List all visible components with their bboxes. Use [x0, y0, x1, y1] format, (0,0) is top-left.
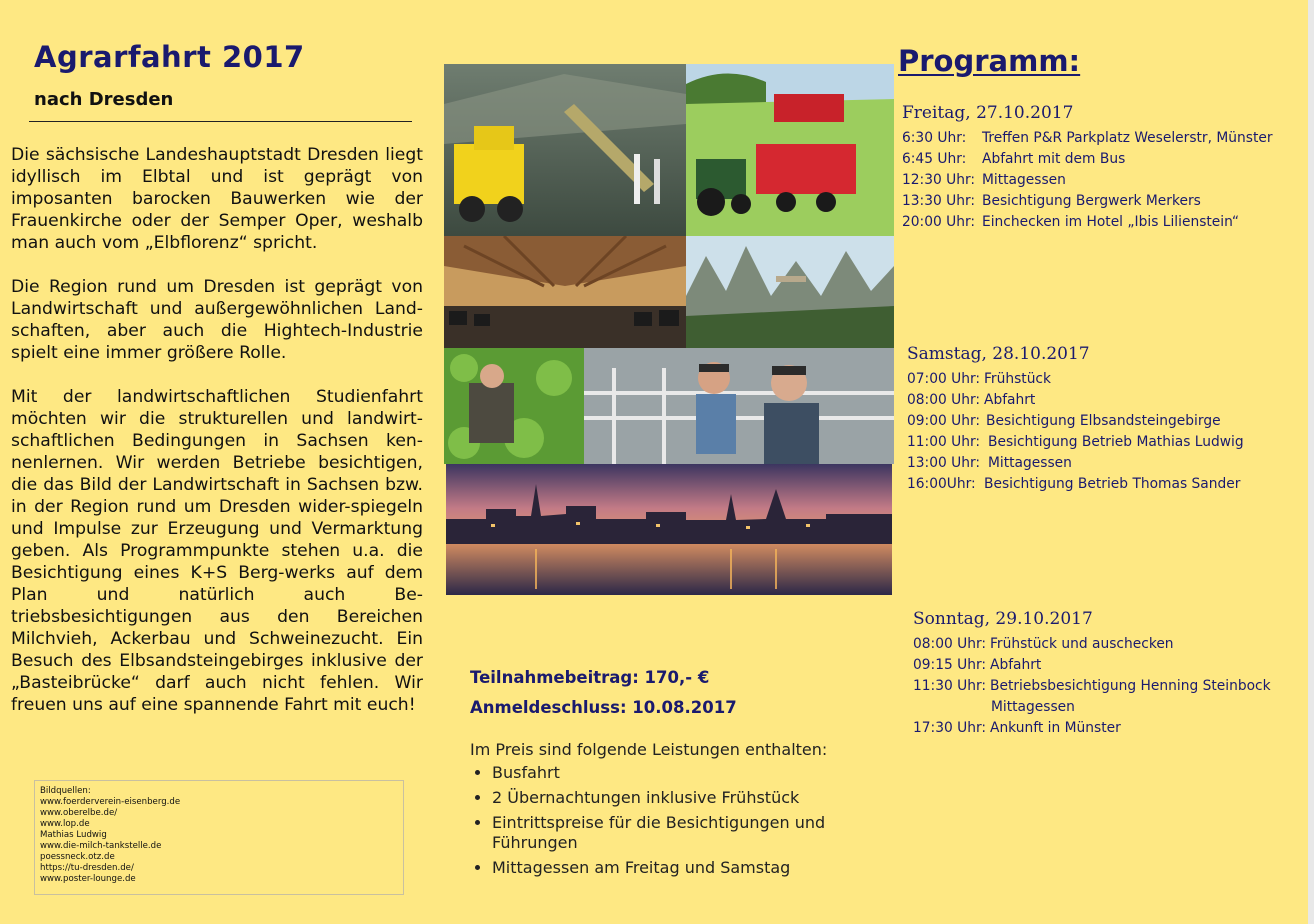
schedule-row	[902, 170, 1273, 191]
source-item: www.foerderverein-eisenberg.de	[40, 797, 181, 807]
schedule-time: 17:30 Uhr:	[913, 720, 987, 736]
photo-mine-machinery	[444, 64, 686, 236]
schedule-activity: Abfahrt	[984, 392, 1036, 408]
schedule-activity: Betriebsbesichtigung Henning Steinbock	[990, 678, 1271, 694]
source-item: www.die-milch-tankstelle.de	[40, 841, 162, 851]
list-item: • 2 Übernachtungen inklusive Frühstück	[492, 788, 890, 808]
schedule-row	[907, 453, 1244, 474]
schedule-time: 12:30 Uhr:	[902, 172, 976, 188]
source-item: https://tu-dresden.de/	[40, 863, 134, 873]
photo-farmer-crops	[444, 348, 584, 464]
schedule-activity: Abfahrt mit dem Bus	[982, 151, 1126, 167]
schedule-time: 11:30 Uhr:	[913, 678, 987, 694]
schedule-row	[907, 369, 1244, 390]
schedule-row	[902, 149, 1273, 170]
program-title: Programm:	[898, 44, 1081, 78]
day-heading: Sonntag, 29.10.2017	[913, 609, 1093, 629]
schedule-activity: Mittagessen	[988, 455, 1072, 471]
schedule-row	[913, 634, 1271, 655]
included-intro: Im Preis sind folgende Leistungen enthalten:	[470, 740, 828, 759]
schedule-activity: Frühstück und auschecken	[990, 636, 1174, 652]
schedule-activity: Abfahrt	[990, 657, 1042, 673]
schedule-row	[913, 718, 1271, 739]
photo-two-farmers	[584, 348, 894, 464]
participation-fee: Teilnahmebeitrag: 170,- €	[470, 668, 710, 687]
page-subtitle: nach Dresden	[34, 89, 174, 110]
image-sources-box	[34, 780, 404, 895]
schedule-row	[907, 411, 1244, 432]
schedule-activity: Frühstück	[984, 371, 1052, 387]
intro-paragraph-2: Die Region rund um Dresden ist geprägt von Landwirtschaft und außergewöhnlichen Land-schaften, aber auch die Hightech-Industrie spielt eine immer größere Rolle.	[11, 277, 423, 363]
schedule-time: 08:00 Uhr:	[913, 636, 987, 652]
included-list	[470, 763, 890, 878]
photo-cow-barn	[444, 236, 686, 348]
day-heading: Freitag, 27.10.2017	[902, 103, 1074, 123]
schedule-time: 6:30 Uhr:	[902, 130, 967, 146]
page-right-edge	[1308, 0, 1314, 924]
day-heading: Samstag, 28.10.2017	[907, 344, 1090, 364]
list-item: • Busfahrt	[492, 763, 890, 783]
intro-paragraph-1: Die sächsische Landeshauptstadt Dresden liegt idyllisch im Elbtal und ist geprägt von imposanten barocken Bauwerken wie der Frauenkirche oder der Semper Oper, weshalb man auch vom „Elbflorenz“ spricht.	[11, 145, 423, 253]
source-item: Mathias Ludwig	[40, 830, 107, 840]
schedule-row	[902, 128, 1273, 149]
schedule-time: 20:00 Uhr:	[902, 214, 976, 230]
source-item: poessneck.otz.de	[40, 852, 115, 862]
source-item: www.oberelbe.de/	[40, 808, 118, 818]
schedule-activity: Besichtigung Betrieb Mathias Ludwig	[988, 434, 1244, 450]
schedule-time: 16:00Uhr:	[907, 476, 976, 492]
schedule-activity: Besichtigung Betrieb Thomas Sander	[984, 476, 1241, 492]
schedule-row	[902, 212, 1273, 233]
photo-tractor-field	[686, 64, 894, 236]
schedule-row	[913, 676, 1271, 697]
schedule-time: 09:00 Uhr:	[907, 413, 981, 429]
included-services	[470, 740, 890, 883]
schedule-activity: Besichtigung Elbsandsteingebirge	[986, 413, 1221, 429]
photo-sandstone-rocks	[686, 236, 894, 348]
title-divider	[29, 121, 412, 122]
schedule-time: 09:15 Uhr:	[913, 657, 987, 673]
list-item: • Eintrittspreise für die Besichtigungen und Führungen	[492, 813, 890, 853]
photo-collage	[444, 64, 894, 595]
intro-text	[11, 144, 423, 738]
schedule-time	[913, 697, 991, 718]
schedule-time: 6:45 Uhr:	[902, 151, 967, 167]
schedule-row	[902, 191, 1273, 212]
schedule-row	[907, 474, 1244, 495]
schedule-activity: Mittagessen	[982, 172, 1066, 188]
schedule-row	[907, 432, 1244, 453]
page-title: Agrarfahrt 2017	[34, 40, 305, 74]
schedule-activity: Ankunft in Münster	[990, 720, 1121, 736]
source-item: www.lop.de	[40, 819, 90, 829]
program-day-sunday	[913, 609, 1271, 739]
schedule-time: 08:00 Uhr:	[907, 392, 981, 408]
schedule-row	[907, 390, 1244, 411]
fees-block	[470, 668, 737, 728]
intro-paragraph-3: Mit der landwirtschaftlichen Studienfahrt möchten wir die strukturellen und landwirt-schaftlichen Bedingungen in Sachsen ken-nenlernen. Wir werden Betriebe besichtigen, die das Bild der Landwirtschaft in Sachsen bzw. in der Region rund um Dresden wider-spiegeln und Impulse zur Erzeugung und Vermarktung geben. Als Programmpunkte stehen u.a. die Besichtigung eines K+S Berg-werks auf dem Plan und natürlich auch Be-triebsbesichtigungen aus den Bereichen Milchvieh, Ackerbau und Schweinezucht. Ein Besuch des Elbsandsteingebirges inklusive der „Basteibrücke“ darf auch nicht fehlen. Wir freuen uns auf eine spannende Fahrt mit euch!	[11, 387, 423, 715]
registration-deadline: Anmeldeschluss: 10.08.2017	[470, 698, 737, 717]
schedule-row	[913, 697, 1271, 718]
photo-dresden-skyline	[446, 464, 892, 595]
schedule-activity: Besichtigung Bergwerk Merkers	[982, 193, 1201, 209]
schedule-row	[913, 655, 1271, 676]
program-day-friday	[902, 103, 1273, 233]
schedule-time: 07:00 Uhr:	[907, 371, 981, 387]
schedule-time: 13:30 Uhr:	[902, 193, 976, 209]
schedule-activity: Mittagessen	[991, 699, 1075, 715]
schedule-time: 13:00 Uhr:	[907, 455, 981, 471]
list-item: • Mittagessen am Freitag und Samstag	[492, 858, 890, 878]
schedule-activity: Treffen P&R Parkplatz Weselerstr, Münster	[982, 130, 1273, 146]
schedule-time: 11:00 Uhr:	[907, 434, 981, 450]
schedule-activity: Einchecken im Hotel „Ibis Lilienstein“	[982, 214, 1240, 230]
program-day-saturday	[907, 344, 1244, 495]
source-item: www.poster-lounge.de	[40, 874, 136, 884]
sources-heading: Bildquellen:	[40, 786, 91, 796]
